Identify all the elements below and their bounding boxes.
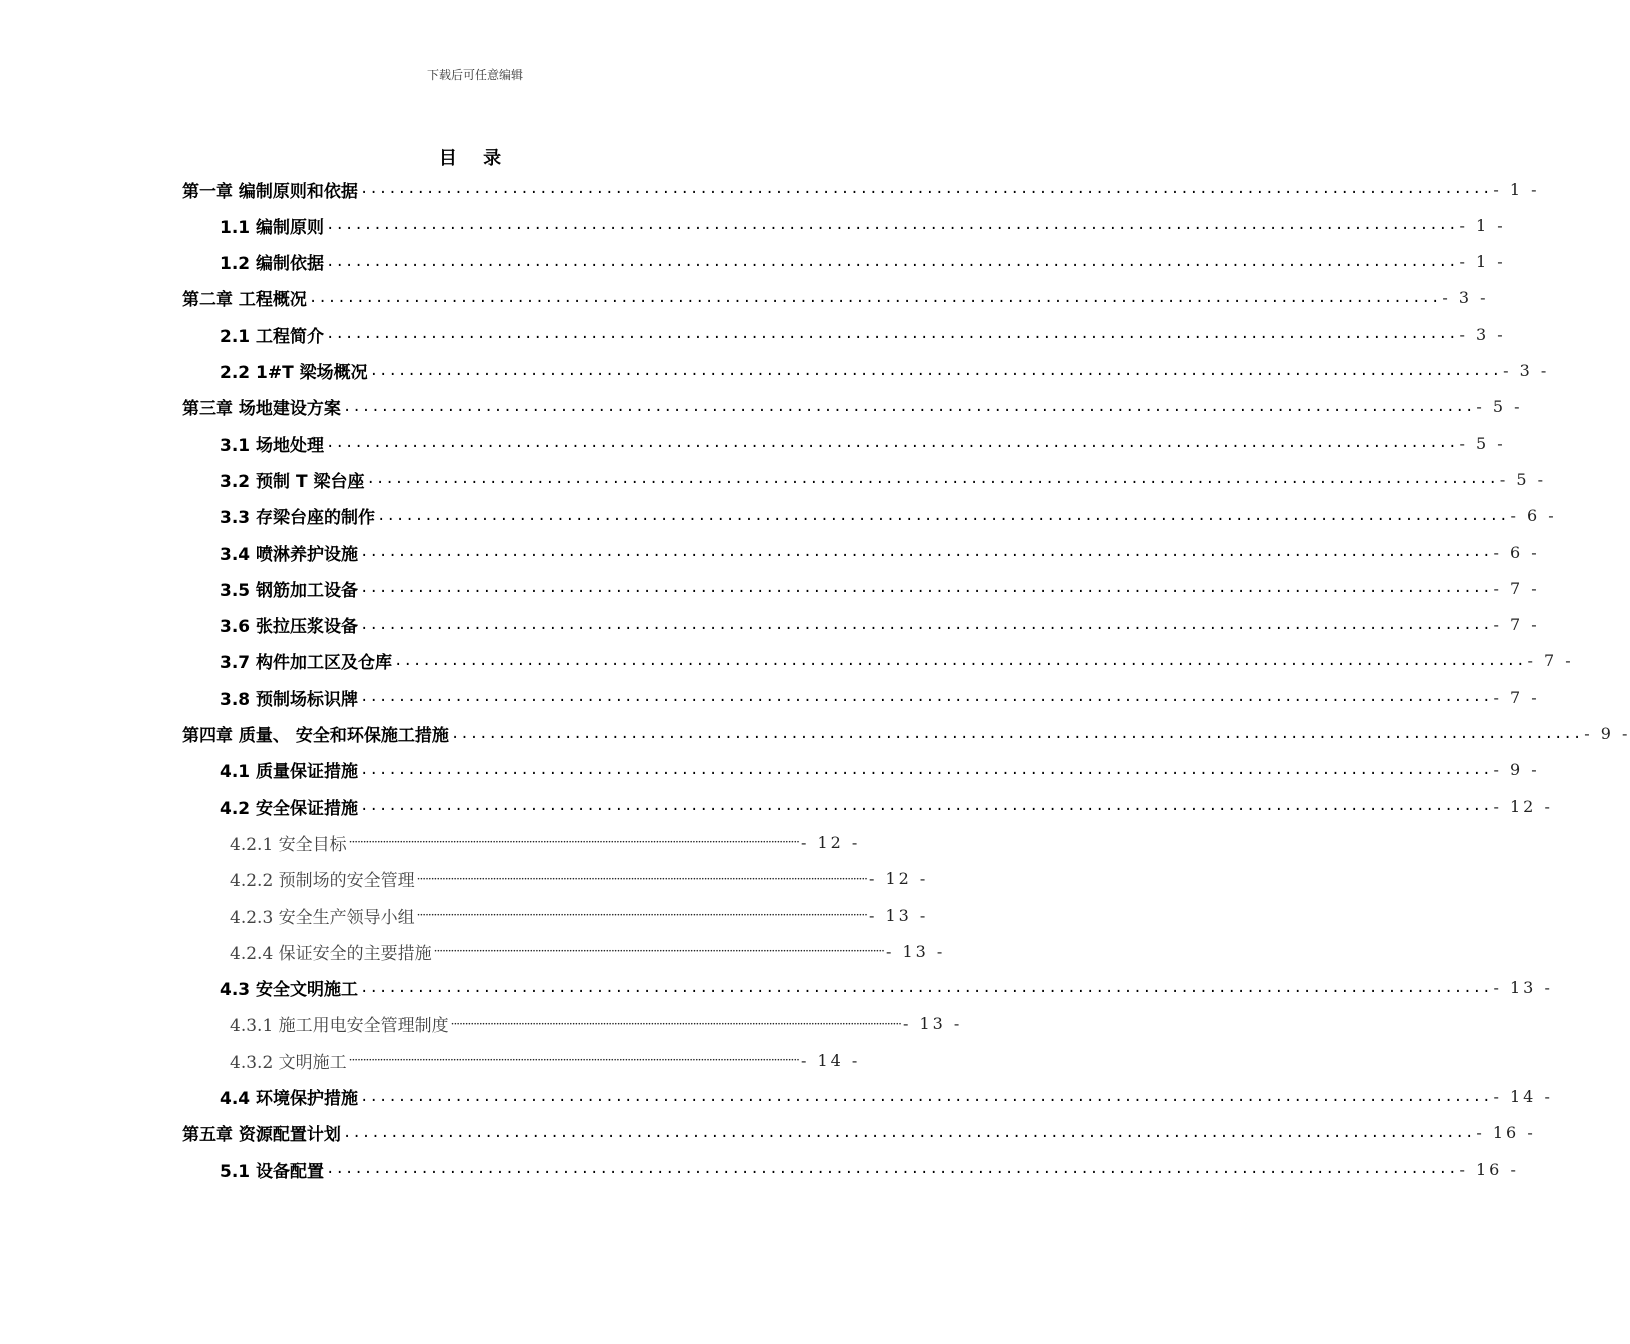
toc-entry[interactable] xyxy=(230,827,861,857)
toc-entry[interactable] xyxy=(220,537,1540,567)
toc-entry-label: 4.4 环境保护措施 xyxy=(220,1089,359,1109)
toc-entry[interactable] xyxy=(230,900,929,930)
toc-entry-label: 2.2 1#T 梁场概况 xyxy=(220,363,368,383)
toc-entry-label: 3.4 喷淋养护设施 xyxy=(220,544,359,565)
toc-entry-page: - 13 - xyxy=(885,941,946,961)
toc-entry[interactable] xyxy=(220,573,1540,603)
toc-leader-dots: ........................................................................................................................ xyxy=(359,181,1492,197)
toc-entry[interactable] xyxy=(220,755,1540,785)
toc-leader-dots: ........................................................................................................................ xyxy=(342,1124,1475,1141)
toc-entry[interactable] xyxy=(230,936,946,966)
toc-leader-dots: ........................................................................................................................ xyxy=(366,471,1498,488)
toc-entry[interactable] xyxy=(220,319,1506,349)
toc-title: 目 录 xyxy=(438,148,512,169)
toc-entry-page: - 1 - xyxy=(1493,179,1540,199)
toc-leader-dots: ........................................................................................................................ xyxy=(360,1088,1492,1105)
toc-entry-label: 第三章 场地建设方案 xyxy=(182,399,341,420)
toc-entry-label: 4.3.1 施工用电安全管理制度 xyxy=(230,1016,449,1037)
toc-leader-dots: ································································································································································ xyxy=(416,908,867,922)
toc-entry-label: 1.2 编制依据 xyxy=(220,254,325,275)
toc-entry[interactable] xyxy=(220,501,1557,531)
toc-leader-dots: ································································································································································ xyxy=(348,1053,799,1068)
toc-leader-dots: ........................................................................................................................ xyxy=(394,652,1526,669)
toc-entry[interactable] xyxy=(230,864,929,894)
toc-entry[interactable] xyxy=(182,392,1523,422)
toc-entry-label: 3.3 存梁台座的制作 xyxy=(220,508,376,529)
toc-entry[interactable] xyxy=(220,428,1506,458)
toc-entry-label: 4.3.2 文明施工 xyxy=(230,1052,347,1073)
toc-leader-dots: ........................................................................................................................ xyxy=(360,761,1492,778)
toc-leader-dots: ........................................................................................................................ xyxy=(326,1161,1458,1178)
toc-entry-page: - 13 - xyxy=(902,1014,963,1034)
toc-entry[interactable] xyxy=(220,646,1574,676)
toc-leader-dots: ································································································································································ xyxy=(416,871,867,886)
toc-entry-page: - 9 - xyxy=(1493,760,1540,780)
toc-leader-dots: ........................................................................................................................ xyxy=(377,507,1509,524)
toc-entry-page: - 3 - xyxy=(1442,288,1489,308)
toc-leader-dots: ........................................................................................................................ xyxy=(326,217,1458,234)
toc-entry-page: - 6 - xyxy=(1510,506,1557,526)
toc-entry-label: 3.5 钢筋加工设备 xyxy=(220,580,359,601)
toc-entry[interactable] xyxy=(182,1118,1536,1148)
toc-entry-label: 3.1 场地处理 xyxy=(220,435,325,456)
toc-leader-dots: ........................................................................................................................ xyxy=(360,544,1492,560)
toc-entry-label: 4.2.3 安全生产领导小组 xyxy=(230,907,415,928)
toc-entry[interactable] xyxy=(230,1045,861,1075)
toc-leader-dots: ........................................................................................................................ xyxy=(360,979,1492,996)
toc-entry-label: 4.2 安全保证措施 xyxy=(220,798,359,819)
toc-entry[interactable] xyxy=(220,682,1540,712)
toc-entry-page: - 7 - xyxy=(1493,578,1540,598)
toc-entry[interactable] xyxy=(220,791,1553,821)
toc-entry[interactable] xyxy=(220,247,1506,277)
toc-entry-label: 5.1 设备配置 xyxy=(220,1161,325,1182)
toc-entry-label: 3.6 张拉压浆设备 xyxy=(220,617,359,638)
toc-leader-dots: ································································································································································ xyxy=(433,944,884,959)
toc-entry[interactable] xyxy=(230,1009,963,1039)
toc-leader-dots: ........................................................................................................................ xyxy=(326,326,1458,343)
toc-entry-page: - 13 - xyxy=(1493,978,1553,998)
toc-entry-page: - 6 - xyxy=(1493,542,1540,562)
toc-entry-label: 4.2.4 保证安全的主要措施 xyxy=(230,943,432,964)
toc-entry[interactable] xyxy=(182,283,1489,313)
toc-entry-page: - 16 - xyxy=(1459,1159,1519,1179)
toc-entry-page: - 5 - xyxy=(1459,433,1506,453)
toc-entry-page: - 14 - xyxy=(800,1050,861,1070)
toc-entry[interactable] xyxy=(220,610,1540,640)
toc-entry-page: - 16 - xyxy=(1476,1123,1536,1143)
toc-entry[interactable] xyxy=(220,1082,1553,1112)
toc-entry-page: - 12 - xyxy=(868,869,929,889)
toc-leader-dots: ........................................................................................................................ xyxy=(308,289,1441,306)
toc-entry-page: - 14 - xyxy=(1493,1087,1553,1106)
toc-leader-dots: ································································································································································ xyxy=(348,835,799,850)
toc-entry-label: 4.1 质量保证措施 xyxy=(220,762,359,783)
toc-entry-label: 2.1 工程简介 xyxy=(220,326,325,347)
toc-leader-dots: ........................................................................................................................ xyxy=(326,253,1458,270)
toc-entry[interactable] xyxy=(220,356,1550,386)
toc-entry-label: 4.2.2 预制场的安全管理 xyxy=(230,871,415,892)
toc-leader-dots: ........................................................................................................................ xyxy=(450,725,1583,742)
toc-entry-page: - 7 - xyxy=(1527,651,1574,671)
toc-leader-dots: ........................................................................................................................ xyxy=(326,435,1458,452)
toc-entry[interactable] xyxy=(182,174,1540,204)
toc-entry-page: - 12 - xyxy=(1493,796,1553,816)
toc-leader-dots: ........................................................................................................................ xyxy=(342,398,1475,415)
toc-entry-page: - 5 - xyxy=(1499,469,1547,489)
toc-entry-label: 第四章 质量、 安全和环保施工措施 xyxy=(182,726,449,746)
toc-entry-page: - 3 - xyxy=(1459,324,1506,344)
toc-entry-label: 第一章 编制原则和依据 xyxy=(182,181,358,202)
toc-leader-dots: ........................................................................................................................ xyxy=(369,362,1502,379)
toc-entry[interactable] xyxy=(220,210,1506,240)
toc-leader-dots: ........................................................................................................................ xyxy=(360,798,1492,815)
toc-entry-label: 4.3 安全文明施工 xyxy=(220,980,359,1001)
toc-entry-label: 3.7 构件加工区及仓库 xyxy=(220,653,393,674)
toc-entry-label: 第五章 资源配置计划 xyxy=(182,1125,341,1146)
toc-entry[interactable] xyxy=(220,973,1553,1003)
toc-entry-page: - 1 - xyxy=(1459,252,1506,272)
toc-entry-page: - 7 - xyxy=(1493,615,1540,635)
toc-leader-dots: ........................................................................................................................ xyxy=(360,616,1492,633)
toc-entry-page: - 9 - xyxy=(1584,724,1630,743)
toc-entry-page: - 3 - xyxy=(1503,361,1550,380)
toc-leader-dots: ........................................................................................................................ xyxy=(360,580,1492,597)
toc-entry[interactable] xyxy=(220,464,1547,494)
toc-entry[interactable] xyxy=(182,719,1630,749)
toc-leader-dots: ........................................................................................................................ xyxy=(360,689,1492,706)
toc-entry-page: - 1 - xyxy=(1459,215,1506,235)
toc-entry-page: - 12 - xyxy=(800,832,861,852)
toc-entry-label: 第二章 工程概况 xyxy=(182,290,307,311)
toc-leader-dots: ································································································································································ xyxy=(450,1016,901,1031)
toc-entry-label: 3.2 预制 T 梁台座 xyxy=(220,471,365,492)
toc-entry[interactable] xyxy=(220,1154,1519,1184)
toc-entry-label: 4.2.1 安全目标 xyxy=(230,834,347,855)
toc-entry-page: - 13 - xyxy=(868,905,929,925)
toc-entry-page: - 7 - xyxy=(1493,687,1540,707)
toc-entry-label: 3.8 预制场标识牌 xyxy=(220,689,359,710)
header-note: 下载后可任意编辑 xyxy=(426,68,523,82)
toc-entry-label: 1.1 编制原则 xyxy=(220,217,325,238)
toc-entry-page: - 5 - xyxy=(1476,397,1523,417)
